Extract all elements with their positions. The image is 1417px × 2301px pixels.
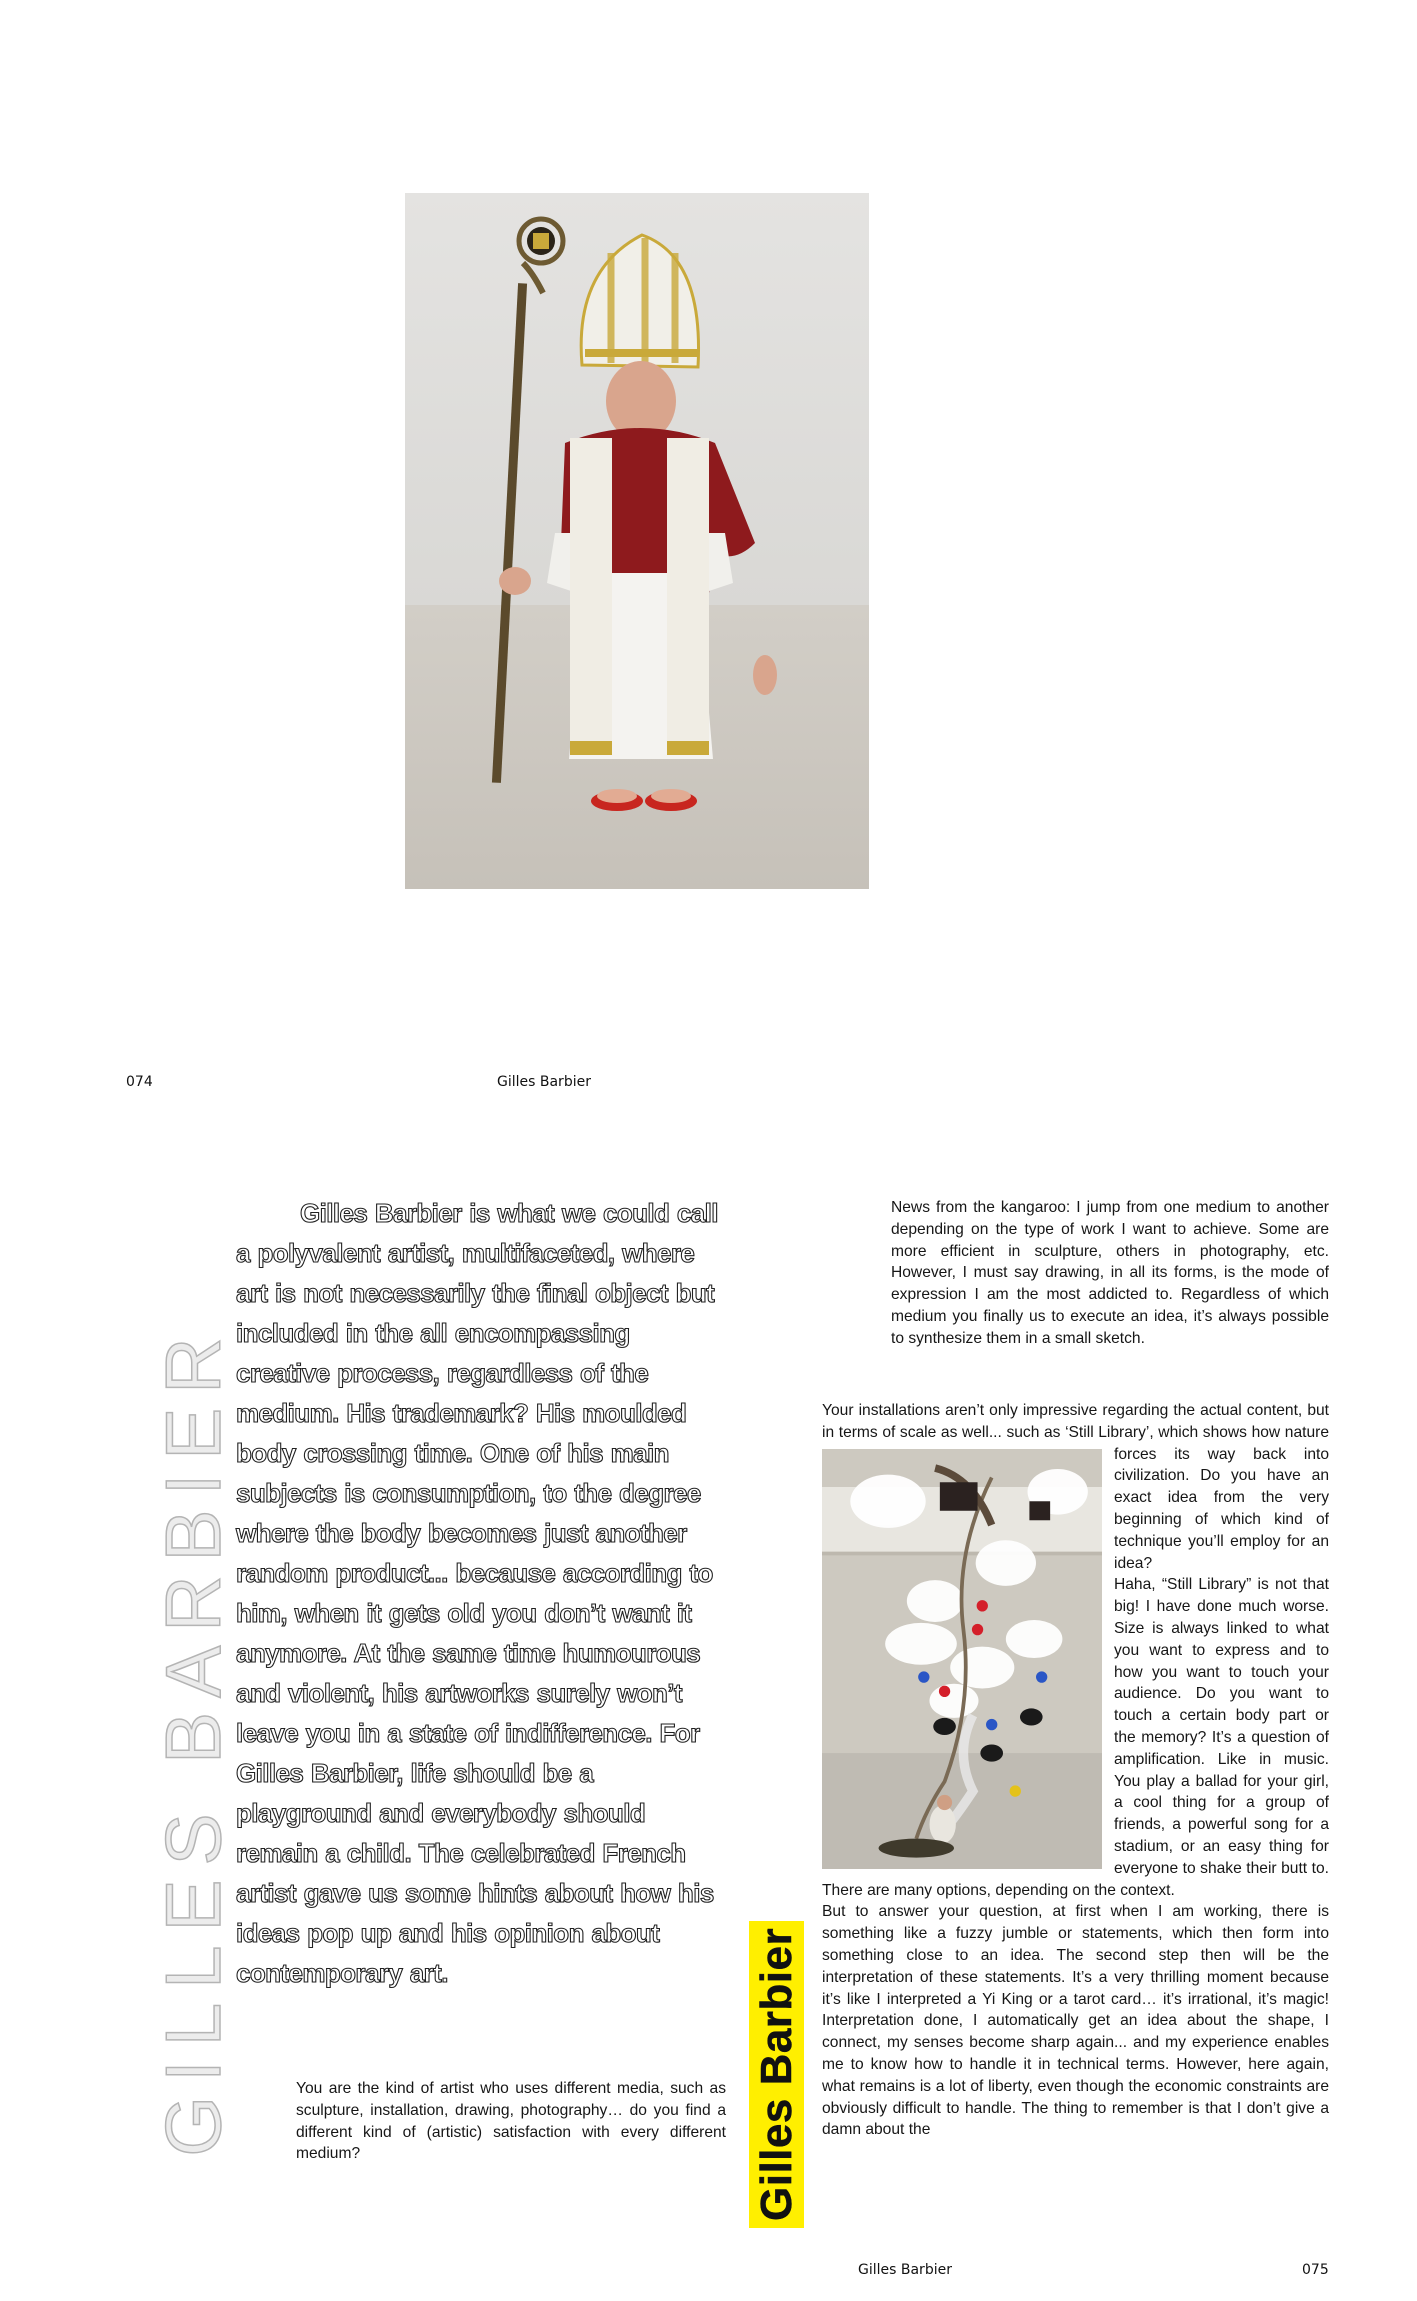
right-column bbox=[822, 1400, 1329, 2141]
question-1: You are the kind of artist who uses different media, such as sculpture, installation, drawing, photography… do you find a different kind of (artistic) satisfaction with every different medium? bbox=[296, 2080, 726, 2163]
left-page-number: 074 bbox=[126, 1074, 153, 1090]
answer-2b: But to answer your question, at first when I am working, there is something like a fuzzy jumble or statements, which then form into something close to an idea. The second step then will be the interpretation of these statements. It’s a very thrilling moment because it’s like I interpreted a Yi King or a tarot card… it’s irrational, it’s magic! Interpretation done, I automatically get an idea about the shape, I connect, my senses become sharp again... and my experience enables me to know how to handle it in technical terms. However, here again, what remains is a lot of liberty, even though the economic constraints are obviously difficult to handle. The thing to remember is that I don’t give a damn about the bbox=[822, 1903, 1329, 2139]
right-running-head: Gilles Barbier bbox=[858, 2262, 952, 2278]
question-2 bbox=[822, 1402, 1329, 1572]
question-2-part-1: Your installations aren’t only impressive regarding the actual content, but in terms of scale as well... such as bbox=[822, 1402, 1329, 1441]
still-library-illustration bbox=[822, 1449, 1102, 1869]
question-2-lead bbox=[822, 1400, 1329, 1574]
yellow-title-text: Gilles Barbier bbox=[752, 1924, 801, 2225]
pope-sculpture-photo bbox=[405, 193, 869, 889]
left-running-head: Gilles Barbier bbox=[497, 1074, 591, 1090]
right-page-number: 075 bbox=[1302, 2262, 1329, 2278]
intro-text: Gilles Barbier is what we could call a polyvalent artist, multifaceted, where art is not necessarily the final object but included in the all encompassing creative process, regardless of the medium. His trademark? His moulded body crossing time. One of his main subjects is consumption, to the degree where the body becomes just another random product... because according to him, when it gets old you don’t want it anymore. At the same time humourous and violent, his artworks surely won’t leave you in a state of indifference. For Gilles Barbier, life should be a playground and everybody should remain a child. The celebrated French artist gave us some hints about how his ideas pop up and his opinion about contemporary art. bbox=[236, 1198, 718, 1988]
still-library-installation-photo bbox=[822, 1449, 1102, 1869]
answer-2a: Haha, “Still Library” is not that big! I have done much worse. Size is always linked to what you want to express and to how you want to touch your audience. Do you want to touch a certain body part or the memory? It’s a question of amplification. Like in music. You play a ballad for your girl, a cool thing for a group of friends, a powerful song for a stadium, or an easy thing for everyone to shake their butt to. There are many options, depending on the context. bbox=[822, 1576, 1329, 1899]
question-2-part-2: ‘Still Library’, which shows how nature forces its way back into civilization. Do you have an exact idea from the very beginning of which kind of technique you’ll employ for an idea? bbox=[1065, 1423, 1329, 1572]
vertical-outlined-title: GILLES BARBIER bbox=[149, 1323, 237, 2157]
pope-sculpture-illustration bbox=[405, 193, 869, 889]
intro-paragraph bbox=[236, 1193, 726, 1993]
yellow-vertical-title bbox=[752, 1924, 802, 2225]
answer-1: News from the kangaroo: I jump from one medium to another depending on the type of work I want to achieve. Some are more efficient in sculpture, others in photography, etc. However, I must say drawing, in all its forms, is the mode of expression I am the most addicted to. Regardless of which medium you finally us to execute an idea, it’s always possible to synthesize them in a small sketch. bbox=[891, 1199, 1329, 1347]
